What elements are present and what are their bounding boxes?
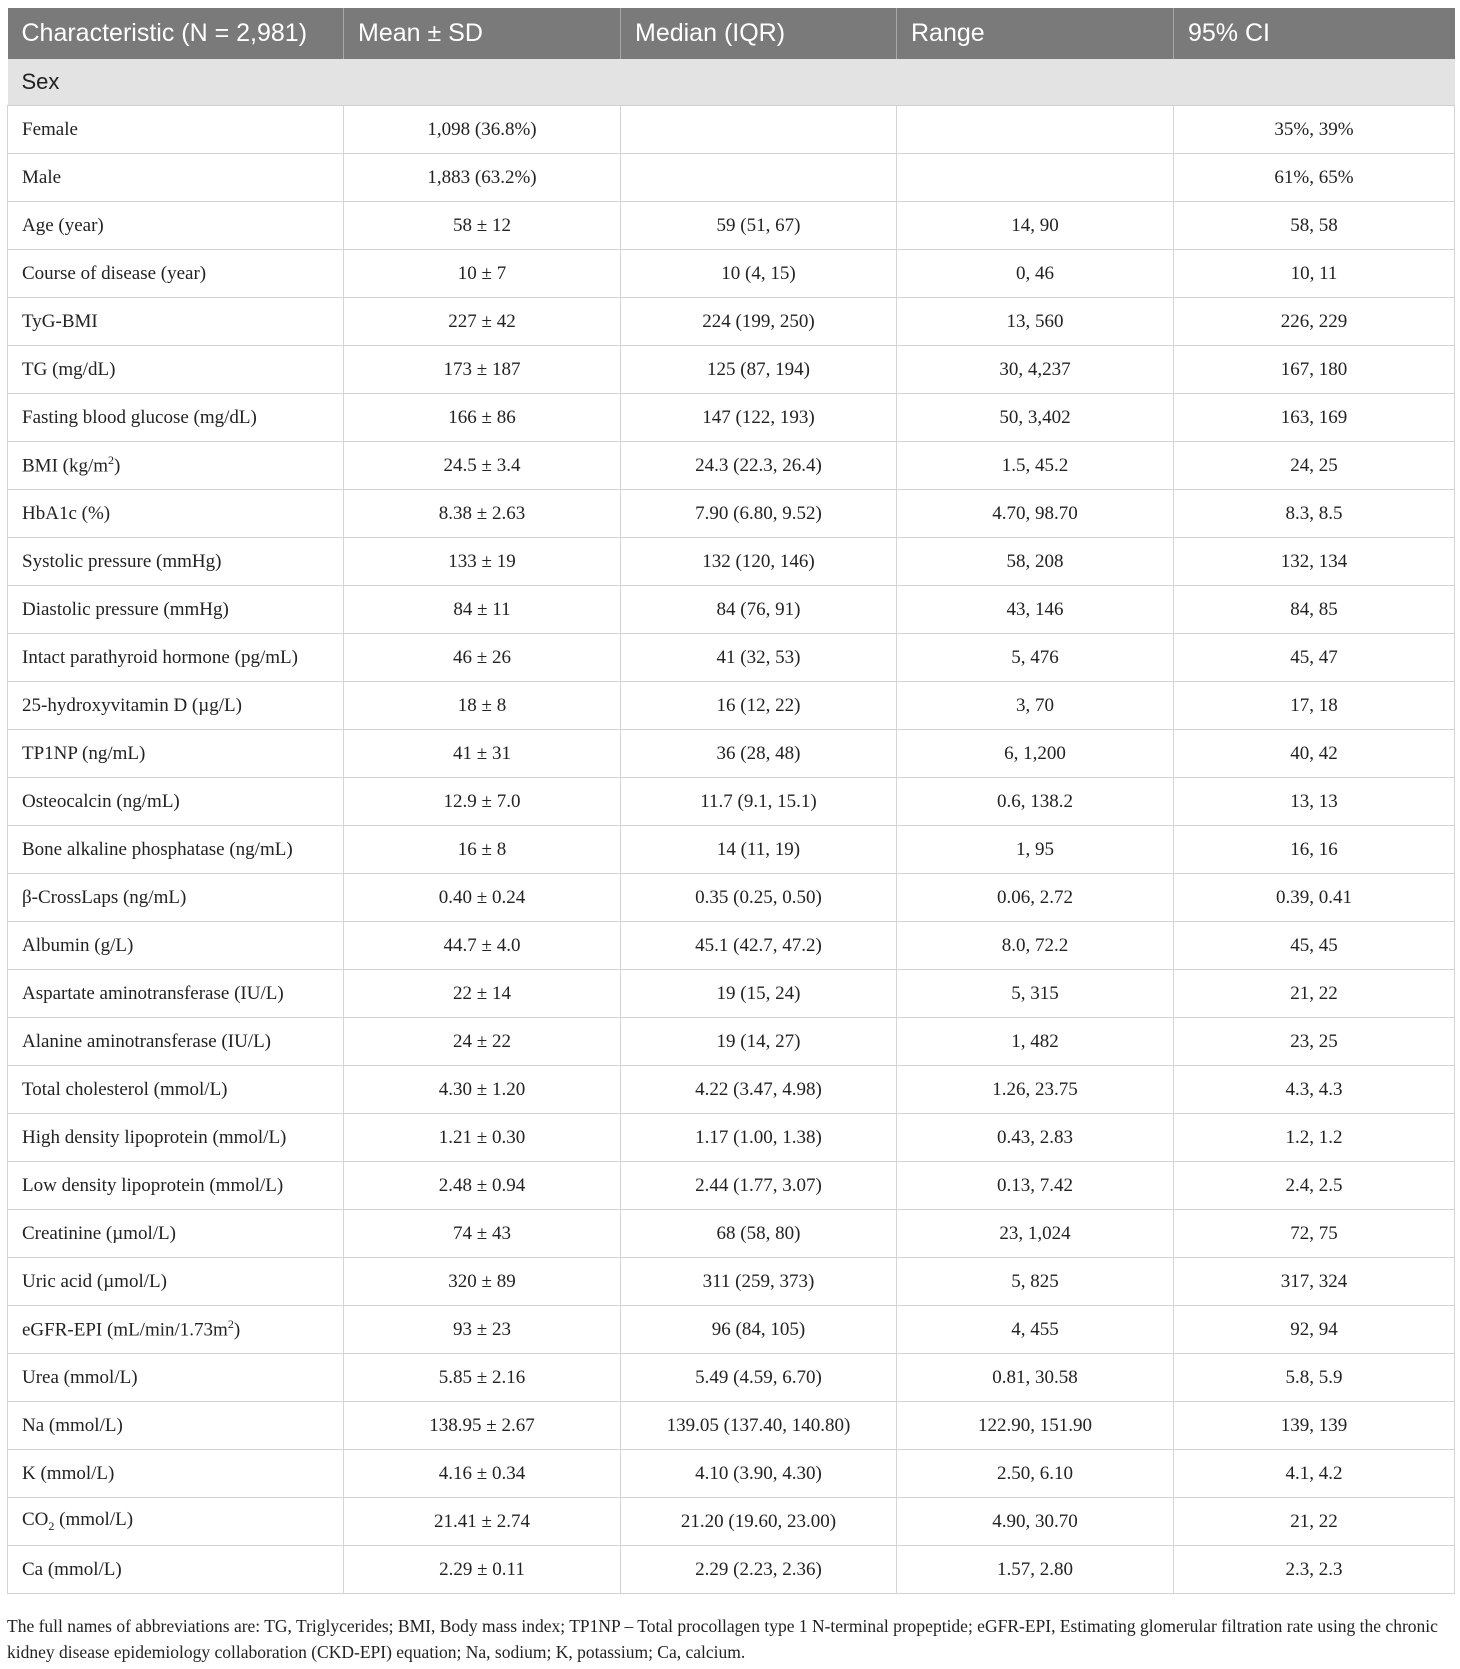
table-footnote: The full names of abbreviations are: TG, Triglycerides; BMI, Body mass index; TP1NP – Total procollagen type 1 N-terminal propeptide; eGFR-EPI, Estimating glomerular filtration rate using the chronic kidney disease epidemiology collaboration (CKD-EPI) equation; Na, sodium; K, potassium; Ca, calcium. [7,1616,1438,1662]
table-body [8,59,1455,1594]
row-characteristic-cell [8,1402,344,1450]
row-characteristic-cell [8,1210,344,1258]
table-row [8,874,1455,922]
mean-sd-cell: 173 ± 187 [344,346,621,394]
characteristic-label: Low density lipoprotein (mmol/L) [22,1174,284,1196]
row-characteristic-cell [8,1114,344,1162]
range-cell: 5, 825 [897,1258,1174,1306]
table-row [8,1402,1455,1450]
range-cell: 4.70, 98.70 [897,490,1174,538]
characteristic-label: Age (year) [22,214,104,236]
median-iqr-cell: 139.05 (137.40, 140.80) [621,1402,897,1450]
characteristic-label: Na (mmol/L) [22,1414,123,1436]
header-row [8,8,1455,59]
table-row [8,1018,1455,1066]
mean-sd-cell: 46 ± 26 [344,634,621,682]
mean-sd-cell: 84 ± 11 [344,586,621,634]
characteristics-table [7,8,1455,1594]
mean-sd-cell: 24 ± 22 [344,1018,621,1066]
row-characteristic-cell [8,346,344,394]
mean-sd-cell: 138.95 ± 2.67 [344,1402,621,1450]
row-characteristic-cell [8,298,344,346]
range-cell: 58, 208 [897,538,1174,586]
mean-sd-cell: 22 ± 14 [344,970,621,1018]
ci-cell: 13, 13 [1174,778,1455,826]
mean-sd-cell: 166 ± 86 [344,394,621,442]
row-characteristic-cell [8,490,344,538]
table-row [8,538,1455,586]
ci-cell: 92, 94 [1174,1306,1455,1354]
table-row [8,1258,1455,1306]
ci-cell: 16, 16 [1174,826,1455,874]
ci-cell: 139, 139 [1174,1402,1455,1450]
range-cell [897,154,1174,202]
median-iqr-cell: 19 (14, 27) [621,1018,897,1066]
table-row [8,826,1455,874]
range-cell: 43, 146 [897,586,1174,634]
characteristics-table-container [7,8,1454,1594]
label-suffix: ) [114,455,121,477]
range-cell: 6, 1,200 [897,730,1174,778]
row-characteristic-cell [8,1018,344,1066]
ci-cell: 84, 85 [1174,586,1455,634]
table-row [8,1354,1455,1402]
characteristic-label: Aspartate aminotransferase (IU/L) [22,982,284,1004]
characteristic-label: Fasting blood glucose (mg/dL) [22,406,257,428]
row-characteristic-cell [8,1066,344,1114]
ci-cell: 4.3, 4.3 [1174,1066,1455,1114]
row-characteristic-cell [8,586,344,634]
median-iqr-cell: 16 (12, 22) [621,682,897,730]
median-iqr-cell: 96 (84, 105) [621,1306,897,1354]
median-iqr-cell: 125 (87, 194) [621,346,897,394]
table-row [8,1546,1455,1594]
range-cell: 3, 70 [897,682,1174,730]
mean-sd-cell: 44.7 ± 4.0 [344,922,621,970]
range-cell: 50, 3,402 [897,394,1174,442]
row-characteristic-cell [8,154,344,202]
table-row [8,922,1455,970]
characteristic-label: Female [22,118,78,140]
median-iqr-cell: 5.49 (4.59, 6.70) [621,1354,897,1402]
ci-cell: 0.39, 0.41 [1174,874,1455,922]
median-iqr-cell: 41 (32, 53) [621,634,897,682]
ci-cell: 132, 134 [1174,538,1455,586]
characteristic-label: 25-hydroxyvitamin D (µg/L) [22,694,242,716]
median-iqr-cell: 21.20 (19.60, 23.00) [621,1498,897,1546]
mean-sd-cell: 4.30 ± 1.20 [344,1066,621,1114]
characteristic-label: Intact parathyroid hormone (pg/mL) [22,646,298,668]
ci-cell: 21, 22 [1174,970,1455,1018]
mean-sd-cell: 24.5 ± 3.4 [344,442,621,490]
range-cell: 1, 95 [897,826,1174,874]
mean-sd-cell: 58 ± 12 [344,202,621,250]
table-row [8,778,1455,826]
characteristic-label: Total cholesterol (mmol/L) [22,1078,228,1100]
label-subscript: 2 [48,1518,55,1533]
median-iqr-cell: 59 (51, 67) [621,202,897,250]
row-characteristic-cell [8,538,344,586]
header-characteristic: Characteristic (N = 2,981) [8,8,344,59]
table-row [8,106,1455,154]
row-characteristic-cell [8,874,344,922]
row-characteristic-cell [8,394,344,442]
median-iqr-cell: 10 (4, 15) [621,250,897,298]
table-row [8,394,1455,442]
row-characteristic-cell [8,730,344,778]
row-characteristic-cell [8,1258,344,1306]
group-row-sex [8,59,1455,106]
characteristic-label: CO [22,1509,49,1531]
range-cell: 122.90, 151.90 [897,1402,1174,1450]
mean-sd-cell: 74 ± 43 [344,1210,621,1258]
characteristic-label: β-CrossLaps (ng/mL) [22,886,187,908]
mean-sd-cell: 10 ± 7 [344,250,621,298]
characteristic-label: eGFR-EPI (mL/min/1.73m [22,1319,228,1341]
table-row [8,730,1455,778]
range-cell: 5, 315 [897,970,1174,1018]
table-row [8,346,1455,394]
label-suffix: (mmol/L) [54,1509,134,1531]
ci-cell: 8.3, 8.5 [1174,490,1455,538]
characteristic-label: TP1NP (ng/mL) [22,742,146,764]
row-characteristic-cell [8,778,344,826]
ci-cell: 24, 25 [1174,442,1455,490]
table-row [8,1210,1455,1258]
group-label: Sex [8,59,1455,106]
median-iqr-cell: 4.22 (3.47, 4.98) [621,1066,897,1114]
median-iqr-cell: 4.10 (3.90, 4.30) [621,1450,897,1498]
row-characteristic-cell [8,682,344,730]
characteristic-label: Albumin (g/L) [22,934,134,956]
table-row [8,154,1455,202]
range-cell: 5, 476 [897,634,1174,682]
row-characteristic-cell [8,1498,344,1546]
mean-sd-cell: 18 ± 8 [344,682,621,730]
median-iqr-cell: 7.90 (6.80, 9.52) [621,490,897,538]
ci-cell: 61%, 65% [1174,154,1455,202]
range-cell: 1, 482 [897,1018,1174,1066]
median-iqr-cell: 36 (28, 48) [621,730,897,778]
characteristic-label: Uric acid (µmol/L) [22,1270,167,1292]
characteristic-label: Ca (mmol/L) [22,1558,122,1580]
row-characteristic-cell [8,202,344,250]
ci-cell: 163, 169 [1174,394,1455,442]
range-cell: 1.57, 2.80 [897,1546,1174,1594]
label-superscript: 2 [108,453,115,468]
ci-cell: 72, 75 [1174,1210,1455,1258]
median-iqr-cell: 132 (120, 146) [621,538,897,586]
table-row [8,1450,1455,1498]
ci-cell: 5.8, 5.9 [1174,1354,1455,1402]
characteristic-label: High density lipoprotein (mmol/L) [22,1126,287,1148]
mean-sd-cell: 2.29 ± 0.11 [344,1546,621,1594]
mean-sd-cell: 12.9 ± 7.0 [344,778,621,826]
mean-sd-cell: 133 ± 19 [344,538,621,586]
mean-sd-cell: 227 ± 42 [344,298,621,346]
table-row [8,1066,1455,1114]
ci-cell: 167, 180 [1174,346,1455,394]
table-row [8,682,1455,730]
range-cell: 0, 46 [897,250,1174,298]
mean-sd-cell: 1,883 (63.2%) [344,154,621,202]
range-cell: 0.6, 138.2 [897,778,1174,826]
characteristic-label: Bone alkaline phosphatase (ng/mL) [22,838,293,860]
ci-cell: 23, 25 [1174,1018,1455,1066]
median-iqr-cell: 2.29 (2.23, 2.36) [621,1546,897,1594]
range-cell: 1.5, 45.2 [897,442,1174,490]
row-characteristic-cell [8,1354,344,1402]
table-header [8,8,1455,59]
mean-sd-cell: 0.40 ± 0.24 [344,874,621,922]
table-row [8,490,1455,538]
range-cell: 0.06, 2.72 [897,874,1174,922]
ci-cell: 226, 229 [1174,298,1455,346]
range-cell: 4, 455 [897,1306,1174,1354]
table-row [8,1498,1455,1546]
median-iqr-cell: 224 (199, 250) [621,298,897,346]
median-iqr-cell: 11.7 (9.1, 15.1) [621,778,897,826]
table-row [8,586,1455,634]
label-superscript: 2 [227,1317,234,1332]
ci-cell: 35%, 39% [1174,106,1455,154]
ci-cell: 17, 18 [1174,682,1455,730]
row-characteristic-cell [8,1162,344,1210]
characteristic-label: Systolic pressure (mmHg) [22,550,222,572]
header-95-ci: 95% CI [1174,8,1455,59]
header-mean-sd: Mean ± SD [344,8,621,59]
ci-cell: 2.3, 2.3 [1174,1546,1455,1594]
characteristic-label: Course of disease (year) [22,262,207,284]
table-row [8,634,1455,682]
ci-cell: 4.1, 4.2 [1174,1450,1455,1498]
row-characteristic-cell [8,442,344,490]
range-cell [897,106,1174,154]
median-iqr-cell: 0.35 (0.25, 0.50) [621,874,897,922]
range-cell: 8.0, 72.2 [897,922,1174,970]
median-iqr-cell: 68 (58, 80) [621,1210,897,1258]
mean-sd-cell: 1,098 (36.8%) [344,106,621,154]
ci-cell: 10, 11 [1174,250,1455,298]
mean-sd-cell: 93 ± 23 [344,1306,621,1354]
median-iqr-cell: 45.1 (42.7, 47.2) [621,922,897,970]
characteristic-label: TG (mg/dL) [22,358,116,380]
ci-cell: 58, 58 [1174,202,1455,250]
range-cell: 2.50, 6.10 [897,1450,1174,1498]
median-iqr-cell: 14 (11, 19) [621,826,897,874]
mean-sd-cell: 1.21 ± 0.30 [344,1114,621,1162]
range-cell: 1.26, 23.75 [897,1066,1174,1114]
table-row [8,1114,1455,1162]
row-characteristic-cell [8,250,344,298]
table-row [8,970,1455,1018]
mean-sd-cell: 41 ± 31 [344,730,621,778]
table-row [8,298,1455,346]
row-characteristic-cell [8,1450,344,1498]
range-cell: 4.90, 30.70 [897,1498,1174,1546]
row-characteristic-cell [8,106,344,154]
header-median-iqr: Median (IQR) [621,8,897,59]
header-range: Range [897,8,1174,59]
range-cell: 23, 1,024 [897,1210,1174,1258]
range-cell: 30, 4,237 [897,346,1174,394]
table-row [8,250,1455,298]
ci-cell: 45, 45 [1174,922,1455,970]
median-iqr-cell [621,154,897,202]
median-iqr-cell: 2.44 (1.77, 3.07) [621,1162,897,1210]
table-row [8,1306,1455,1354]
median-iqr-cell: 1.17 (1.00, 1.38) [621,1114,897,1162]
row-characteristic-cell [8,1306,344,1354]
characteristic-label: Osteocalcin (ng/mL) [22,790,180,812]
median-iqr-cell: 24.3 (22.3, 26.4) [621,442,897,490]
ci-cell: 45, 47 [1174,634,1455,682]
mean-sd-cell: 5.85 ± 2.16 [344,1354,621,1402]
ci-cell: 1.2, 1.2 [1174,1114,1455,1162]
median-iqr-cell: 84 (76, 91) [621,586,897,634]
table-row [8,202,1455,250]
mean-sd-cell: 4.16 ± 0.34 [344,1450,621,1498]
median-iqr-cell [621,106,897,154]
mean-sd-cell: 8.38 ± 2.63 [344,490,621,538]
mean-sd-cell: 21.41 ± 2.74 [344,1498,621,1546]
row-characteristic-cell [8,970,344,1018]
characteristic-label: Male [22,166,62,188]
label-suffix: ) [233,1319,241,1341]
ci-cell: 2.4, 2.5 [1174,1162,1455,1210]
row-characteristic-cell [8,922,344,970]
range-cell: 0.13, 7.42 [897,1162,1174,1210]
row-characteristic-cell [8,826,344,874]
table-row [8,1162,1455,1210]
mean-sd-cell: 2.48 ± 0.94 [344,1162,621,1210]
characteristic-label: Creatinine (µmol/L) [22,1222,176,1244]
characteristic-label: Alanine aminotransferase (IU/L) [22,1030,272,1052]
table-row [8,442,1455,490]
mean-sd-cell: 320 ± 89 [344,1258,621,1306]
characteristic-label: TyG-BMI [22,310,98,332]
median-iqr-cell: 19 (15, 24) [621,970,897,1018]
characteristic-label: BMI (kg/m [22,455,109,477]
characteristic-label: K (mmol/L) [22,1462,115,1484]
row-characteristic-cell [8,1546,344,1594]
ci-cell: 21, 22 [1174,1498,1455,1546]
ci-cell: 40, 42 [1174,730,1455,778]
range-cell: 14, 90 [897,202,1174,250]
mean-sd-cell: 16 ± 8 [344,826,621,874]
characteristic-label: Diastolic pressure (mmHg) [22,598,229,620]
median-iqr-cell: 311 (259, 373) [621,1258,897,1306]
ci-cell: 317, 324 [1174,1258,1455,1306]
range-cell: 0.43, 2.83 [897,1114,1174,1162]
characteristic-label: Urea (mmol/L) [22,1366,138,1388]
range-cell: 0.81, 30.58 [897,1354,1174,1402]
characteristic-label: HbA1c (%) [22,502,111,524]
median-iqr-cell: 147 (122, 193) [621,394,897,442]
row-characteristic-cell [8,634,344,682]
range-cell: 13, 560 [897,298,1174,346]
